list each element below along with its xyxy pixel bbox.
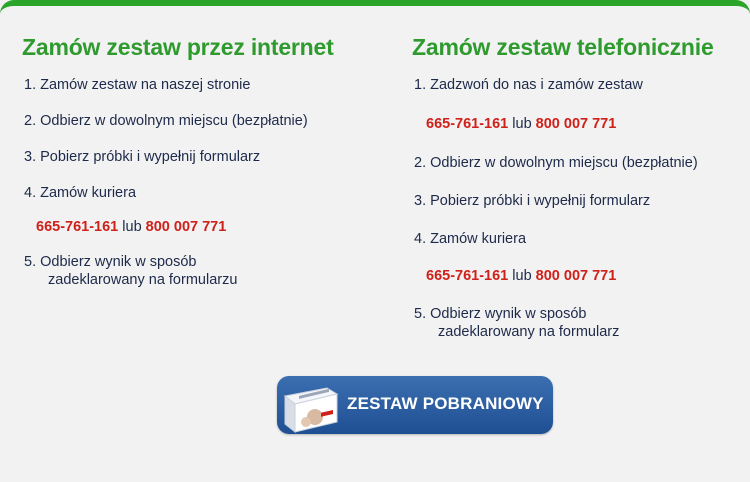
right-phone-line-1	[426, 116, 616, 132]
right-step-2: 2. Odbierz w dowolnym miejscu (bezpłatnie)	[414, 155, 698, 171]
left-step-5-cont: zadeklarowany na formularzu	[48, 272, 238, 288]
right-step-1: 1. Zadzwoń do nas i zamów zestaw	[414, 77, 643, 93]
phone-order-title: Zamów zestaw telefonicznie	[412, 34, 714, 60]
test-kit-box-image	[281, 382, 339, 434]
phone-separator: lub	[508, 116, 536, 132]
left-phone-line	[36, 219, 226, 235]
left-step-2: 2. Odbierz w dowolnym miejscu (bezpłatnie)	[24, 113, 308, 129]
phone-number-free[interactable]: 800 007 771	[535, 268, 617, 284]
phone-number-mobile[interactable]: 665-761-161	[426, 268, 509, 284]
phone-number-mobile[interactable]: 665-761-161	[36, 219, 119, 235]
left-step-5: 5. Odbierz wynik w sposób	[24, 254, 197, 270]
right-step-5-cont: zadeklarowany na formularz	[438, 324, 620, 340]
phone-number-free[interactable]: 800 007 771	[145, 219, 227, 235]
phone-separator: lub	[508, 268, 536, 284]
internet-order-title: Zamów zestaw przez internet	[22, 34, 334, 60]
phone-number-free[interactable]: 800 007 771	[535, 116, 617, 132]
phone-number-mobile[interactable]: 665-761-161	[426, 116, 509, 132]
cash-on-delivery-kit-button[interactable]	[277, 376, 553, 434]
right-step-3: 3. Pobierz próbki i wypełnij formularz	[414, 193, 651, 209]
right-step-5: 5. Odbierz wynik w sposób	[414, 306, 587, 322]
button-label: ZESTAW POBRANIOWY	[347, 394, 544, 413]
right-step-4: 4. Zamów kuriera	[414, 231, 527, 247]
phone-separator: lub	[118, 219, 146, 235]
left-step-3: 3. Pobierz próbki i wypełnij formularz	[24, 149, 261, 165]
left-step-4: 4. Zamów kuriera	[24, 185, 137, 201]
left-step-1: 1. Zamów zestaw na naszej stronie	[24, 77, 251, 93]
right-phone-line-2	[426, 268, 616, 284]
